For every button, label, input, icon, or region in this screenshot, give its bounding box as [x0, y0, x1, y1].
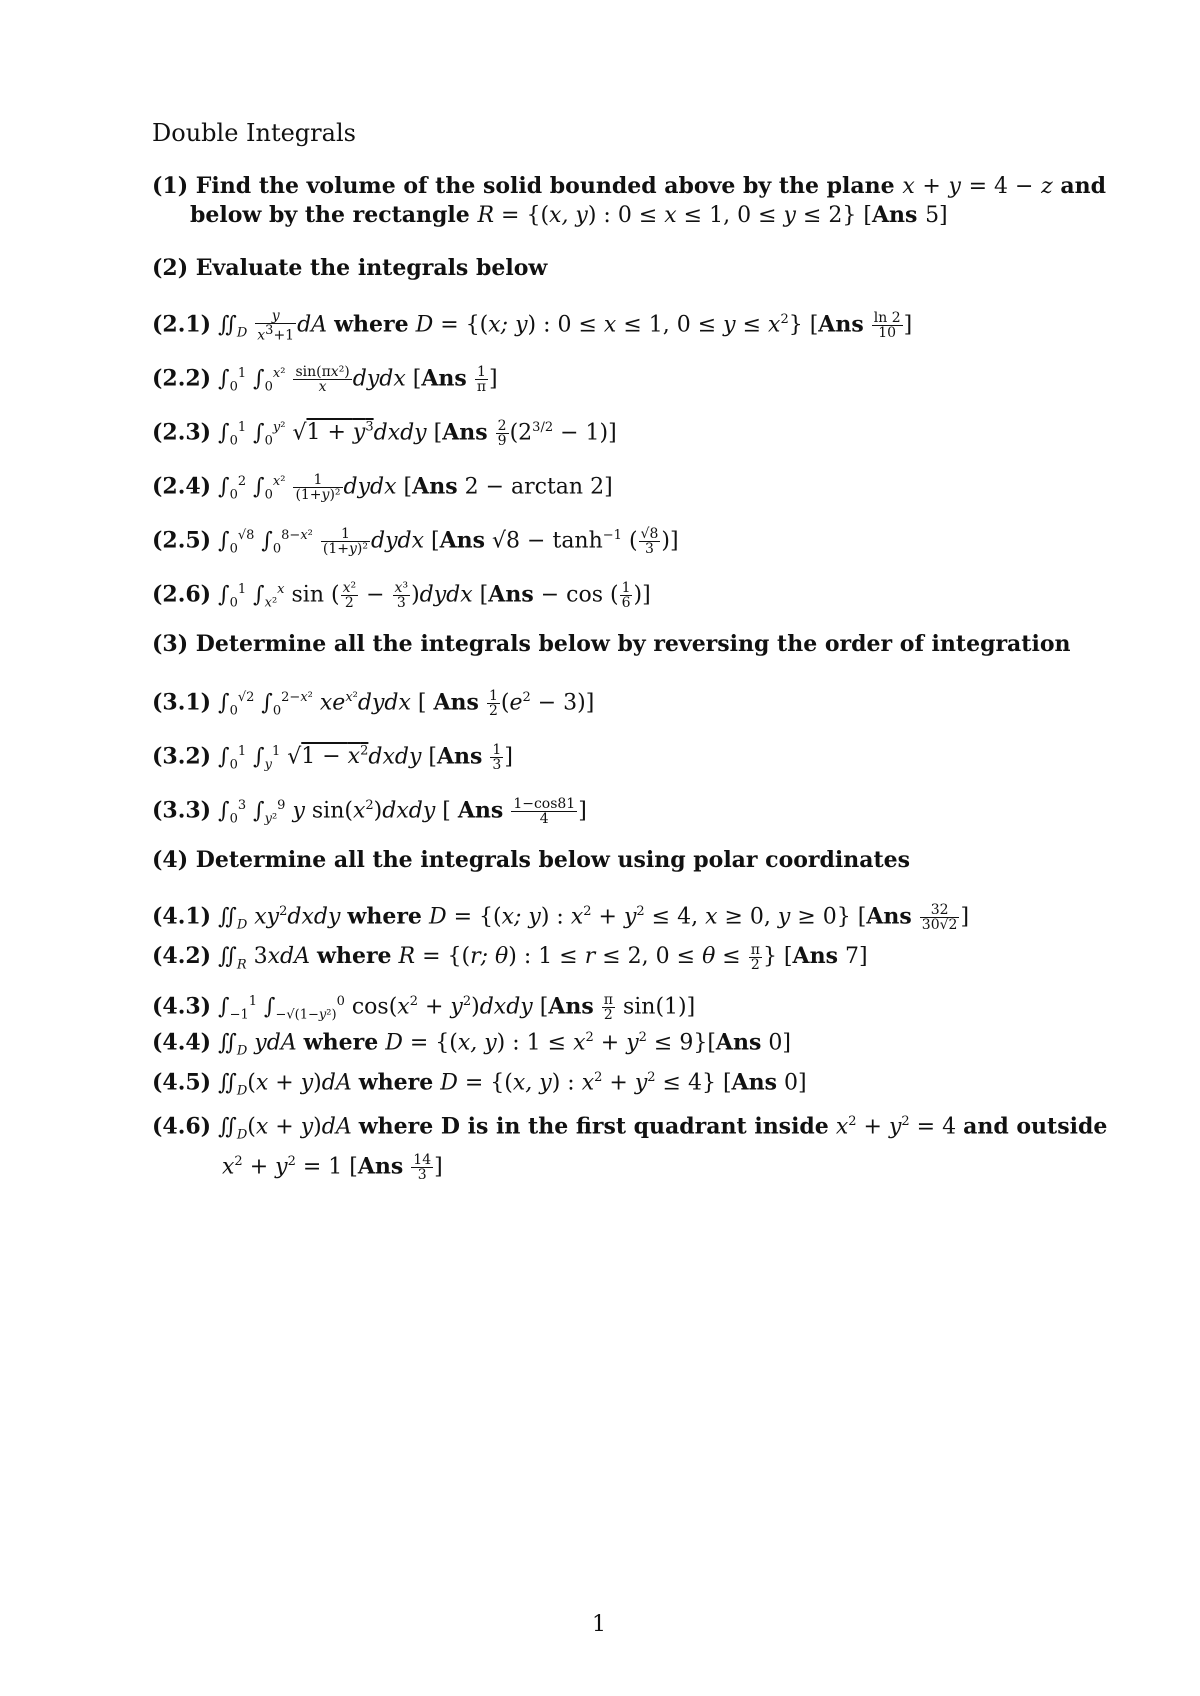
item-number: (4.3) — [152, 993, 212, 1020]
item-3-2: (3.2) $\int_0^1$ $\int_y^1$ $√1 - x^2dxdy$ [Ans $\frac{1}{3}$ ] — [152, 741, 513, 773]
item-2-4: (2.4) $\int_0^2$ $\int_0^{x^2}$ $\frac{1}{\text{(1+y)²}}$ dydx [Ans 2 − arctan 2] — [152, 471, 613, 503]
question-number: (1) — [152, 173, 189, 199]
item-2-5: (2.5) $\int_0^{√8}$ $\int_0^{8-x^2}$ $\frac{1}{\text{(1+y)²}}$ dydx [Ans $√8 - \tanh^{-1}$ ( $\frac{√8}{3}$ )] — [152, 525, 679, 557]
item-4-2: (4.2) $∬_R$ 3xdA where R = {(r; θ) : 1 ≤ r ≤ 2, 0 ≤ θ ≤ $\frac{\pi}{2}$ } [Ans 7] — [152, 941, 868, 973]
item-number: (4.6) — [152, 1113, 212, 1140]
question-1-line-1: (1) Find the volume of the solid bounded above by the plane x + y = 4 − z and — [152, 173, 1107, 199]
page-number: 1 — [592, 1612, 606, 1637]
item-number: (2.3) — [152, 419, 212, 446]
question-4-heading: (4) Determine all the integrals below using polar coordinates — [152, 847, 911, 873]
question-2-heading: (2) Evaluate the integrals below — [152, 255, 548, 281]
item-4-5: (4.5) $∬_D(x + y)dA$ where D = {(x, y) : $x^2 + y^2 \le 4$} [Ans 0] — [152, 1069, 807, 1099]
item-number: (4.2) — [152, 943, 212, 969]
item-number: (3.3) — [152, 797, 212, 824]
item-3-3: (3.3) $\int_0^3$ $\int_{y^2}^9$ y $\sin(x^2)dxdy$ [ Ans $\frac{1-\cos 81}{4}$ ] — [152, 795, 587, 827]
item-4-3: (4.3) $\int_{-1}^1$ $\int_{-√(1-y^2)}^0$ $\cos(x^2$ + $y^2)dxdy$ [Ans $\frac{\pi}{2}$ sin(1)] — [152, 991, 696, 1023]
item-2-2: (2.2) $\int_0^1$ $\int_0^{x^2}$ $\frac{\text{sin(πx²)}}{x}$ dydx [Ans $\frac{1}{\pi}$ ] — [152, 363, 498, 395]
item-4-6-continuation: $x^2 + y^2 = 1$ [Ans $\frac{14}{3}$ ] — [222, 1151, 443, 1183]
item-number: (2.6) — [152, 581, 212, 608]
item-number: (2.4) — [152, 473, 212, 500]
item-number: (3.2) — [152, 743, 212, 770]
item-2-3: (2.3) $\int_0^1$ $\int_0^{y^2}$ $√1 + y^3dxdy$ [Ans $\frac{2}{9}$ $(2^{3/2} - 1)$] — [152, 417, 617, 449]
item-2-1: (2.1) $∬_D$ $\frac{y}{x^3+1}$ dA where D = {(x; y) : 0 ≤ x ≤ 1, $0 \le y \le x^2$} [Ans $\frac{\ln 2}{10}$ ] — [152, 307, 913, 344]
item-4-6: (4.6) $∬_D(x + y)dA$ where D is in the first quadrant inside $x^2 + y^2 = 4$ and outside — [152, 1113, 1108, 1143]
item-number: (3.1) — [152, 689, 212, 716]
item-4-4: (4.4) $∬_D$ ydA where D = {(x, y) : $1 \le x^2 + y^2 \le 9\}[Ans$ 0] — [152, 1029, 791, 1059]
item-2-6: (2.6) $\int_0^1$ $\int_{x^2}^x$ sin ( $\frac{\text{x²}}{2}$ − $\frac{\text{x³}}{3}$ )dydx [Ans − cos ( $\frac{1}{6}$ )] — [152, 579, 651, 611]
item-number: (2.2) — [152, 365, 212, 392]
item-number: (4.5) — [152, 1069, 212, 1096]
item-number: (4.1) — [152, 903, 212, 930]
item-3-1: (3.1) $\int_0^{√2}$ $\int_0^{2-x^2}$ $xe^{x^2}dydx$ [ Ans $\frac{1}{2}$ $(e^2 - 3)$] — [152, 687, 595, 719]
item-number: (4.4) — [152, 1029, 212, 1056]
item-number: (2.1) — [152, 311, 212, 338]
question-1-line-2: below by the rectangle R = {(x, y) : 0 ≤ x ≤ 1, 0 ≤ y ≤ 2} [Ans 5] — [190, 202, 948, 228]
question-3-heading: (3) Determine all the integrals below by reversing the order of integration — [152, 631, 1071, 657]
page-title: Double Integrals — [152, 119, 356, 147]
item-4-1: (4.1) $∬_D$ $xy^2dxdy$ where D = {(x; y) : $x^2 + y^2 \le 4$, x ≥ 0, y ≥ 0} [Ans $\frac{32}{30√2}$ ] — [152, 901, 970, 933]
item-number: (2.5) — [152, 527, 212, 554]
